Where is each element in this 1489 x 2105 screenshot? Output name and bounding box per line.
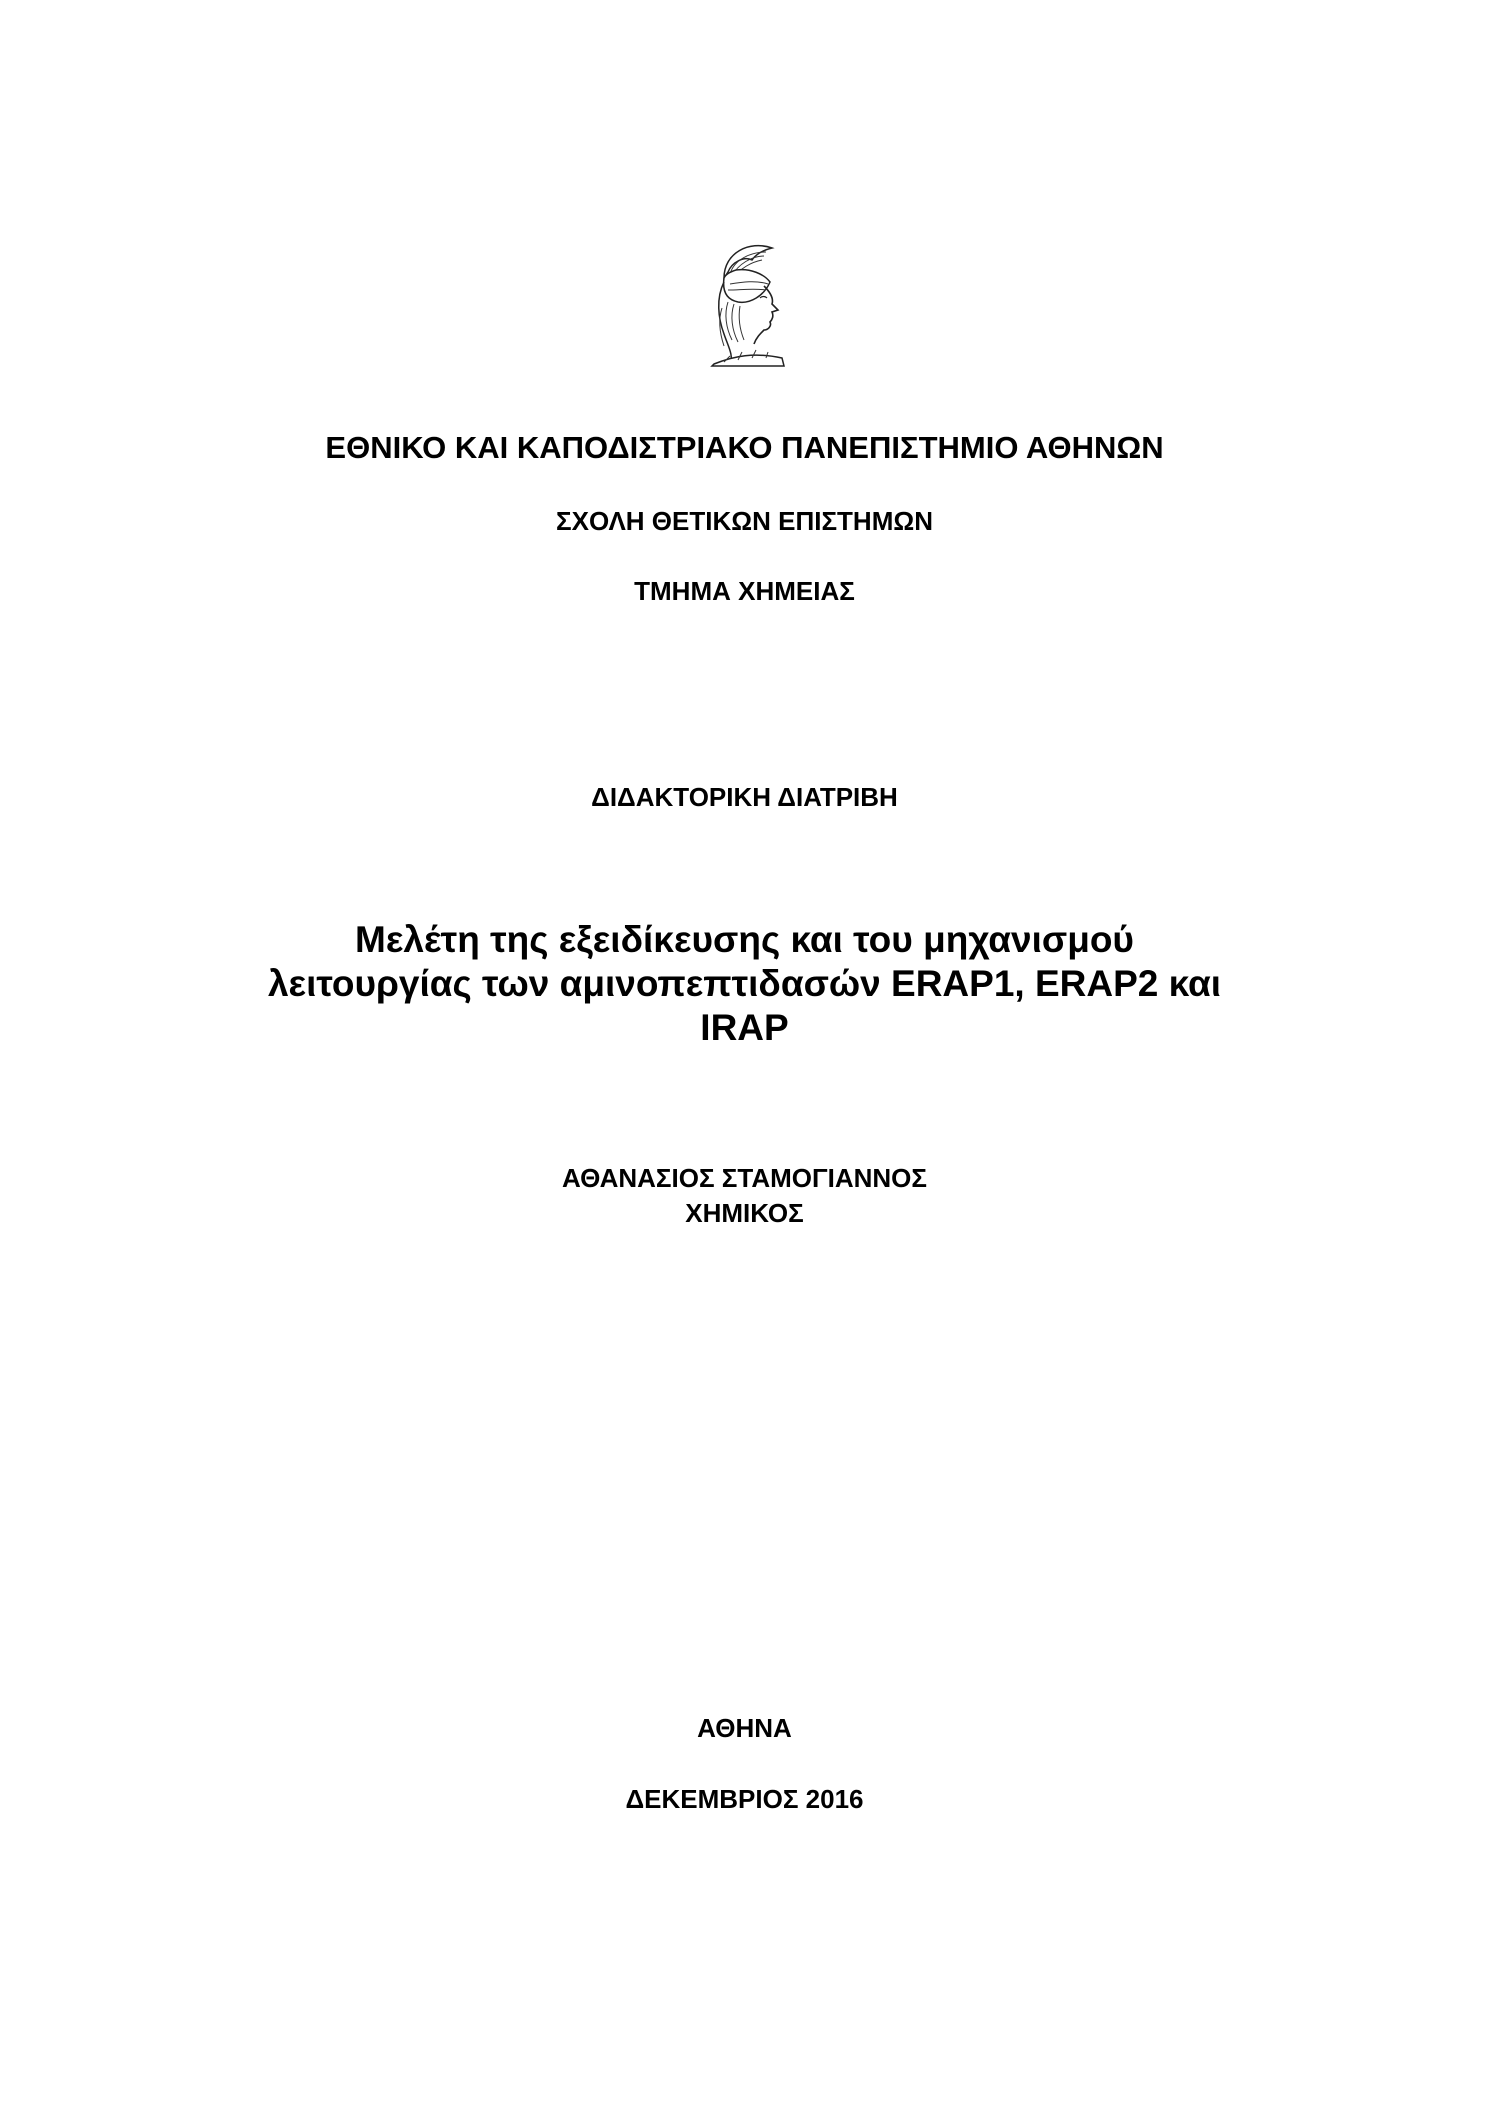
thesis-title-line: IRAP <box>700 1007 789 1048</box>
author-profession: ΧΗΜΙΚΟΣ <box>685 1198 804 1228</box>
date: ΔΕΚΕΜΒΡΙΟΣ 2016 <box>625 1784 864 1814</box>
thesis-type: ΔΙΔΑΚΤΟΡΙΚΗ ΔΙΑΤΡΙΒΗ <box>591 782 898 812</box>
city: ΑΘΗΝΑ <box>697 1713 792 1743</box>
thesis-title <box>0 918 1489 1050</box>
school-name: ΣΧΟΛΗ ΘΕΤΙΚΩΝ ΕΠΙΣΤΗΜΩΝ <box>556 506 933 536</box>
athena-head-emblem-icon <box>694 238 804 368</box>
university-name: ΕΘΝΙΚΟ ΚΑΙ ΚΑΠΟΔΙΣΤΡΙΑΚΟ ΠΑΝΕΠΙΣΤΗΜΙΟ ΑΘΗΝΩΝ <box>325 430 1164 465</box>
author-name: ΑΘΑΝΑΣΙΟΣ ΣΤΑΜΟΓΙΑΝΝΟΣ <box>561 1163 928 1193</box>
thesis-title-line: λειτουργίας των αμινοπεπτιδασών ERAP1, ERAP2 και <box>267 963 1222 1004</box>
thesis-title-line: Μελέτη της εξειδίκευσης και του μηχανισμού <box>355 919 1134 960</box>
department-name: ΤΜΗΜΑ ΧΗΜΕΙΑΣ <box>634 576 855 606</box>
